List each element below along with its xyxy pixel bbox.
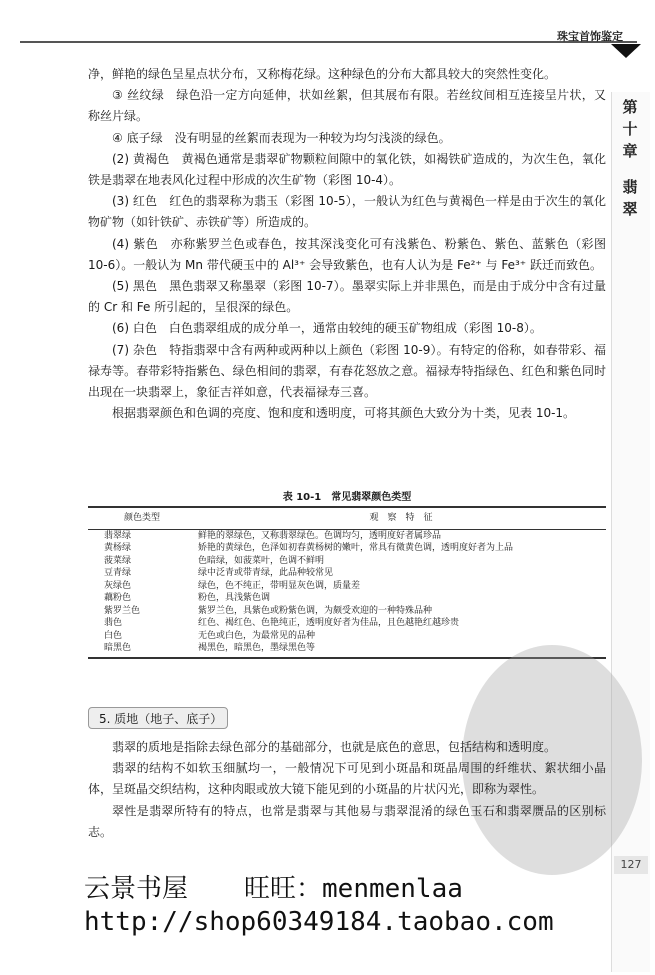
chapter-char: 第 (622, 98, 638, 116)
table-cell: 黄杨绿 (104, 543, 132, 553)
table-cell: 绿色，色不纯正，带明显灰色调，质量差 (198, 580, 361, 591)
section-heading: 5. 质地（地子、底子） (88, 707, 228, 729)
section-body-text (88, 737, 606, 843)
chapter-title (616, 176, 644, 220)
table-cell: 红色、褐红色、色艳纯正，透明度好者为佳品，且色越艳红越珍贵 (198, 618, 460, 628)
paragraph: (4) 紫色 亦称紫罗兰色或春色，按其深浅变化可有浅紫色、粉紫色、紫色、蓝紫色（彩图 10-6）。一般认为 Mn 带代硬玉中的 Al³⁺ 会导致紫色，也有人认为是 Fe²⁺ 与 Fe³⁺ 跃迁而致色。 (88, 236, 606, 272)
table-cell: 藕粉色 (104, 593, 132, 603)
table-row (88, 580, 606, 593)
table-row (88, 529, 606, 542)
table-row (88, 592, 606, 605)
table-cell: 褐黑色，暗黑色，墨绿黑色等 (196, 642, 606, 658)
watermark-wangwang: 旺旺：menmenlaa (244, 874, 463, 904)
table-header-cell: 颜色类型 (88, 507, 196, 529)
table-cell: 紫罗兰色，具紫色或粉紫色调，为颇受欢迎的一种特殊品种 (198, 605, 433, 616)
table-title: 表 10-1 常见翡翠颜色类型 (282, 492, 412, 503)
page-number: 127 (614, 856, 648, 874)
table-cell: 粉色，具浅紫色调 (198, 593, 271, 603)
table-cell: 鲜艳的翠绿色，又称翡翠绿色。色调均匀，透明度好者属珍品 (198, 530, 442, 541)
chapter-char: 十 (622, 120, 638, 138)
table-row (88, 617, 606, 630)
table-cell: 色暗绿，如菠菜叶，色调不鲜明 (198, 555, 325, 566)
paragraph: 翡翠的质地是指除去绿色部分的基础部分，也就是底色的意思，包括结构和透明度。 (112, 740, 557, 754)
table-cell: 无色或白色，为最常见的品种 (198, 630, 316, 641)
table-cell: 灰绿色 (104, 580, 132, 591)
table-cell: 翡翠绿 (104, 530, 132, 541)
paragraph: (3) 红色 红色的翡翠称为翡玉（彩图 10-5），一般认为红色与黄褐色一样是由于次生的氧化物矿物（如针铁矿、赤铁矿等）所造成的。 (88, 194, 606, 230)
table-cell: 菠菜绿 (104, 555, 132, 566)
paragraph: 根据翡翠颜色和色调的亮度、饱和度和透明度，可将其颜色大致分为十类，见表 10-1。 (112, 406, 576, 421)
chapter-title-char: 翡 (622, 178, 638, 196)
paragraph: ④ 底子绿 没有明显的丝絮而表现为一种较为均匀浅淡的绿色。 (112, 130, 451, 145)
paragraph: 翠性是翡翠所特有的特点，也常是翡翠与其他易与翡翠混淆的绿色玉石和翡翠赝品的区别标志。 (88, 803, 606, 839)
header-rule (20, 41, 637, 43)
chapter-number (616, 96, 644, 162)
paragraph: 翡翠的结构不如软玉细腻均一，一般情况下可见到小斑晶和斑晶周围的纤维状、絮状细小晶体，呈斑晶交织结构，这种肉眼或放大镜下能见到的小斑晶的片状闪光，即称为翠性。 (88, 761, 606, 797)
header-diamond (611, 44, 641, 58)
chapter-char: 章 (622, 142, 638, 160)
body-text (88, 64, 606, 424)
chapter-side-tab (611, 92, 650, 972)
store-watermark (84, 873, 624, 939)
table-row (88, 605, 606, 618)
paragraph: ③ 丝纹绿 绿色沿一定方向延伸，状如丝絮，但其展布有限。若丝纹间相互连接呈片状，又称丝片绿。 (88, 88, 606, 124)
table-cell: 紫罗兰色 (104, 605, 141, 616)
watermark-url: http://shop60349184.taobao.com (84, 907, 554, 937)
paragraph: (6) 白色 白色翡翠组成的成分单一，通常由较纯的硬玉矿物组成（彩图 10-8）。 (112, 321, 542, 336)
color-type-table (88, 506, 606, 659)
watermark-store-name: 云景书屋 (84, 874, 189, 904)
table-header-cell: 观 察 特 征 (196, 507, 606, 529)
table-row (88, 567, 606, 580)
table-cell: 翡色 (104, 618, 123, 628)
table-cell: 暗黑色 (88, 642, 196, 658)
table-row (88, 542, 606, 555)
table-header-row (88, 507, 606, 529)
paragraph: (7) 杂色 特指翡翠中含有两种或两种以上颜色（彩图 10-9）。有特定的俗称，如春带彩、福禄寿等。春带彩特指紫色、绿色相间的翡翠，有春花怒放之意。福禄寿特指绿色、红色和紫色同时出现在一块翡翠上，象征吉祥如意，代表福禄寿三喜。 (88, 342, 606, 400)
table-row (88, 630, 606, 643)
table-cell: 绿中泛青或带青绿，此品种较常见 (198, 568, 334, 578)
paragraph: (2) 黄褐色 黄褐色通常是翡翠矿物颗粒间隙中的氧化铁，如褐铁矿造成的，为次生色，氧化铁是翡翠在地表风化过程中形成的次生矿物（彩图 10-4）。 (88, 151, 606, 188)
header-series-label: 珠宝首饰鉴定 (557, 30, 623, 43)
paragraph: 净，鲜艳的绿色呈星点状分布，又称梅花绿。这种绿色的分布大都具较大的突然性变化。 (88, 67, 557, 81)
paragraph: (5) 黑色 黑色翡翠又称墨翠（彩图 10-7）。墨翠实际上并非黑色，而是由于成分中含有过量的 Cr 和 Fe 所引起的，呈很深的绿色。 (88, 279, 606, 315)
table-cell: 娇艳的黄绿色，色泽如初春黄杨树的嫩叶，常具有微黄色调，透明度好者为上品 (198, 543, 514, 553)
table-cell: 豆青绿 (104, 568, 132, 578)
table-cell: 白色 (104, 630, 123, 641)
table-row (88, 555, 606, 568)
chapter-title-char: 翠 (622, 200, 638, 218)
